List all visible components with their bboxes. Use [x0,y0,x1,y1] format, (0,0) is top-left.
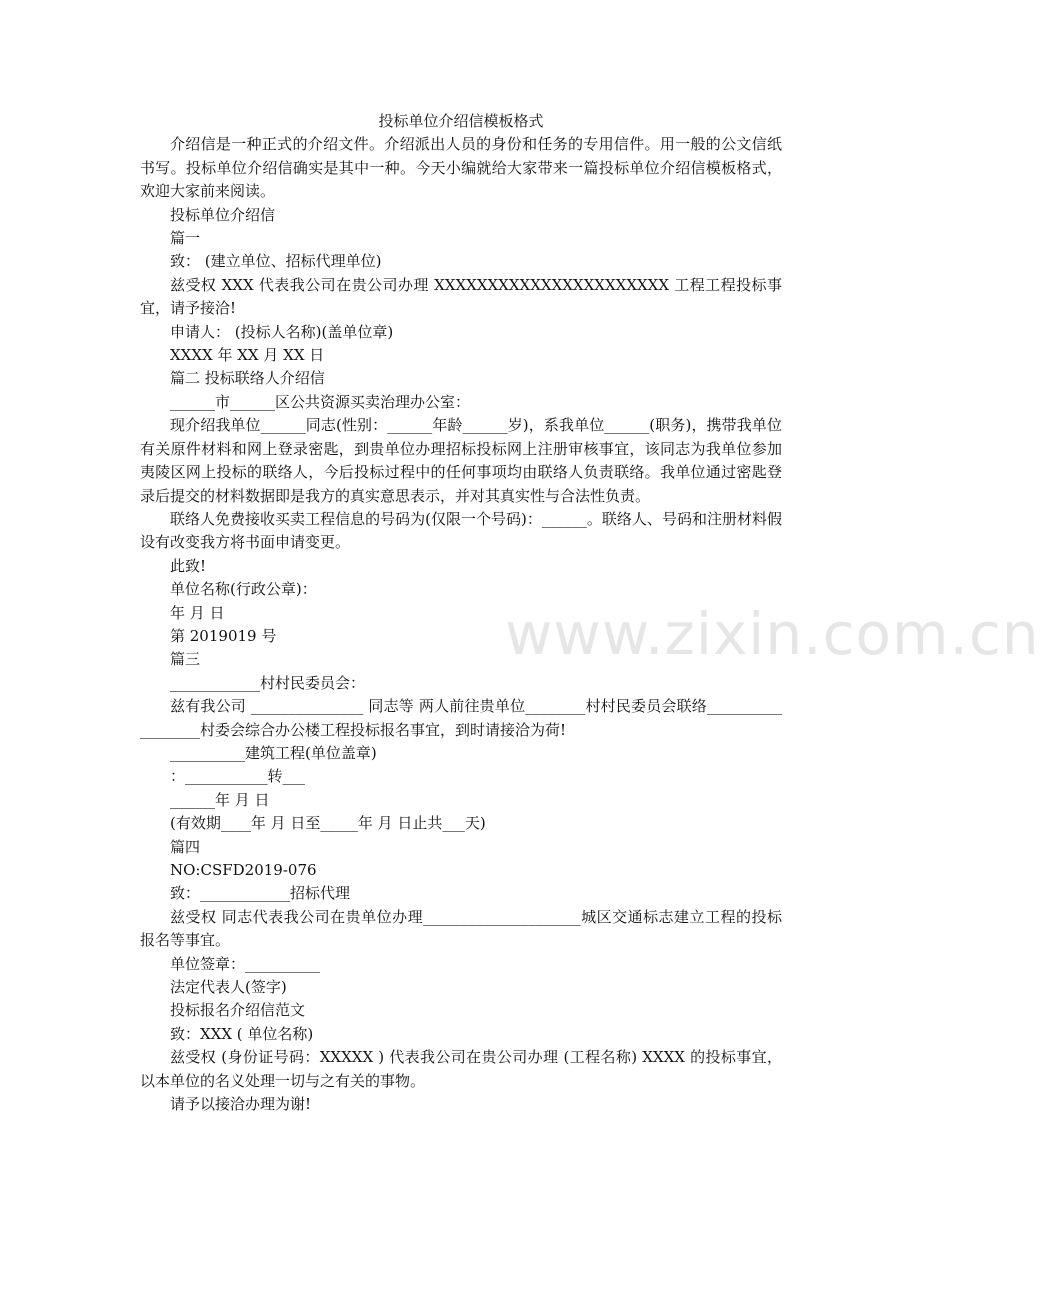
paragraph: 第 2019019 号 [170,626,277,645]
paragraph: 现介绍我单位______同志(性别：______年龄______岁)，系我单位______(职务)，携带我单位有关原件材料和网上登录密匙，到贵单位办理招标投标网上注册审核事宜，该同志为我单位参加夷陵区网上投标的联络人，今后投标过程中的任何事项均由联络人负责联络。我单位通过密匙登录后提交的材料数据即是我方的真实意思表示，并对其真实性与合法性负责。 [140,416,782,505]
paragraph: ______年 月 日 [170,790,270,809]
paragraph: ：___________转___ [170,767,306,786]
paragraph: 兹有我公司 _______________ 同志等 两人前往贵单位________村村民委员会联络__________________村委会综合办公楼工程投标报名事宜，到时请接洽为荷! [140,697,782,739]
paragraph: 投标报名介绍信范文 [170,1001,306,1020]
paragraph: 介绍信是一种正式的介绍文件。介绍派出人员的身份和任务的专用信件。用一般的公文信纸书写。投标单位介绍信确实是其中一种。今天小编就给大家带来一篇投标单位介绍信模板格式，欢迎大家前来阅读。 [140,135,782,201]
document-title: 投标单位介绍信模板格式 [378,112,544,130]
paragraph-list [140,133,782,1116]
watermark: www.zixin.com.cn [505,600,1040,668]
paragraph: 篇四 [170,837,201,856]
paragraph: 请予以接洽办理为谢! [170,1095,312,1114]
paragraph: 联络人免费接收买卖工程信息的号码为(仅限一个号码)：______。联络人、号码和注册材料假设有改变我方将书面申请变更。 [140,509,782,552]
paragraph: (有效期____年 月 日至_____年 月 日止共___天) [170,814,486,833]
paragraph: 篇一 [170,229,201,248]
paragraph: 法定代表人(签字) [170,978,287,997]
paragraph: 单位名称(行政公章)： [170,580,317,599]
paragraph: 单位签章：__________ [170,954,321,973]
paragraph: 致： (建立单位、招标代理单位) [170,252,382,271]
paragraph: 篇三 [170,650,201,669]
paragraph: 致：____________招标代理 [170,884,351,903]
paragraph: 兹受权 XXX 代表我公司在贵公司办理 XXXXXXXXXXXXXXXXXXXXXX 工程工程投标事宜，请予接洽! [140,275,782,318]
paragraph: ______市______区公共资源买卖治理办公室： [170,392,471,411]
paragraph: 致：XXX ( 单位名称) [170,1024,314,1043]
paragraph: 投标单位介绍信 [170,205,276,224]
paragraph: 此致! [170,556,207,575]
paragraph: NO:CSFD2019-076 [170,861,317,879]
paragraph: 申请人： (投标人名称)(盖单位章) [170,322,394,341]
paragraph: 兹受权 同志代表我公司在贵单位办理_____________________城区交通标志建立工程的投标报名等事宜。 [140,907,782,950]
paragraph: 年 月 日 [170,603,225,622]
paragraph: 篇二 投标联络人介绍信 [170,369,325,388]
paragraph: __________建筑工程(单位盖章) [170,743,377,762]
paragraph: 兹受权 (身份证号码：XXXXX ) 代表我公司在贵公司办理 (工程名称) XXXX 的投标事宜，以本单位的名义处理一切与之有关的事物。 [140,1048,782,1090]
document-body [140,110,782,1116]
paragraph: ____________村村民委员会： [170,673,366,692]
paragraph: XXXX 年 XX 月 XX 日 [170,346,325,365]
